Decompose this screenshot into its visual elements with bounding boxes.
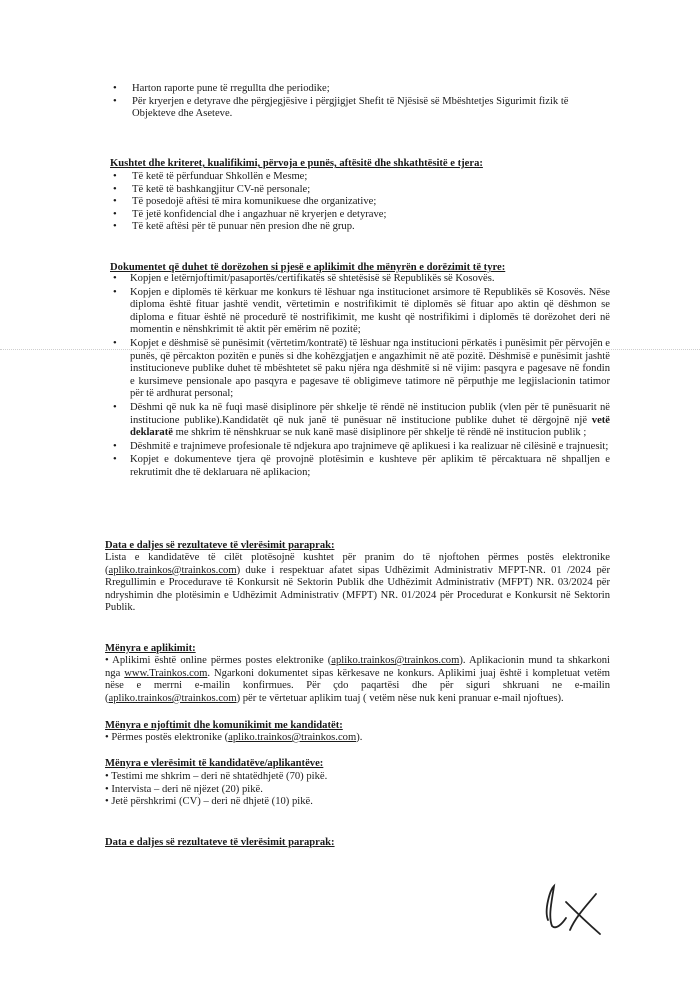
documents-heading: Dokumentet që duhet të dorëzohen si pjesë e aplikimit dhe mënyrën e dorëzimit të tyre: bbox=[110, 262, 506, 273]
notification-heading: Mënyra e njoftimit dhe komunikimit me kandidatët: bbox=[105, 720, 343, 731]
evaluation-line: • Intervista – deri në njëzet (20) pikë. bbox=[105, 783, 263, 795]
criteria-list bbox=[110, 171, 590, 234]
website-link[interactable]: www.Trainkos.com bbox=[124, 667, 208, 679]
notification-paragraph bbox=[105, 732, 610, 745]
application-paragraph bbox=[105, 655, 610, 705]
email-link[interactable]: apliko.trainkos@trainkos.com bbox=[108, 692, 237, 704]
documents-list bbox=[110, 273, 610, 481]
item-text: me shkrim të nënshkruar se nuk kanë masë disiplinore për shkelje të rëndë në institucion publik ; bbox=[172, 427, 587, 439]
evaluation-line: • Jetë përshkrimi (CV) – deri në dhjetë (10) pikë. bbox=[105, 796, 313, 808]
intro-bullet-list bbox=[110, 83, 610, 121]
list-item: • Për kryerjen e detyrave dhe përgjegjësive i përgjigjet Shefit të Njësisë së Mbështetjes Sigurimit fizik të Objekteve dhe Aseteve. bbox=[110, 96, 610, 121]
list-item: • Harton raporte pune të rregullta dhe periodike; bbox=[110, 83, 610, 96]
handwritten-signature bbox=[540, 880, 610, 940]
list-item: • Të ketë aftësi për të punuar nën presion dhe në grup. bbox=[110, 221, 590, 234]
list-item bbox=[110, 402, 610, 440]
item-text: Dëshmi që nuk ka në fuqi masë disiplinore për shkelje të rëndë në institucion publik (vlen për të punësuarit në institucione publike).Kandidatët që nuk janë të punësuar në institucione publike duhet të dërgojnë një bbox=[130, 401, 610, 426]
paragraph-text: • Përmes postës elektronike ( bbox=[105, 732, 229, 743]
paragraph-text: ). bbox=[356, 732, 363, 743]
list-item: • Dëshmitë e trajnimeve profesionale të ndjekura apo trajnimeve që aplikuesi i ka realizuar në cilësinë e trajnuesit; bbox=[110, 441, 610, 454]
list-item: • Të posedojë aftësi të mira komunikuese dhe organizative; bbox=[110, 196, 590, 209]
list-item: • Të ketë të bashkangjitur CV-në personale; bbox=[110, 184, 590, 197]
email-link[interactable]: apliko.trainkos@trainkos.com bbox=[108, 564, 237, 576]
list-item: • Kopjet e dëshmisë së punësimit (vërtetim/kontratë) të lëshuar nga institucioni përkatës i punësimit për përvojën e punës, që përcakton pozitën e punës si dhe kohëzgjatjen e angazhimit në atë pozitë. Dëshmisë e punësimit jashtë institucioneve publike duhet të mbështetet së paku njëra nga dëshmitë si në vijim: pasqyra e pagesave në fondin e kursimeve pensionale apo pasqyra e pagesave të obligimeve tatimore në përputhje me legjislacionin tatimor për të ardhurat personal; bbox=[110, 338, 610, 401]
paragraph-text: • Aplikimi është online përmes postes elektronike ( bbox=[105, 655, 332, 666]
self-declaration-emphasis: vetë deklaratë bbox=[130, 414, 610, 439]
list-item: • Kopjen e diplomës të kërkuar me konkurs të lëshuar nga institucionet arsimore të Republikës së Kosovës. Nëse diploma është fituar jashtë vendit, vërtetimin e nostrifikimit të diplomës së fituar apo aktin që dëshmon se diploma e fituar është në procedurë të nostrifikimit, me kusht që nostrifikimi i diplomës të dorëzohet deri në momentin e nënshkrimit të aktit për emërim në pozitë; bbox=[110, 287, 610, 337]
list-item: • Kopjen e letërnjoftimit/pasaportës/certifikatës së shtetësisë së Republikës së Kosovës. bbox=[110, 273, 610, 286]
application-heading: Mënyra e aplikimit: bbox=[105, 643, 196, 654]
paragraph-text: ). Aplikacionin mund ta shkarkoni nga bbox=[105, 655, 610, 679]
paragraph-text: ) për te vërtetuar aplikim tuaj ( vetëm nëse nuk keni pranuar e-mail njoftues). bbox=[236, 692, 564, 704]
email-link[interactable]: apliko.trainkos@trainkos.com bbox=[331, 655, 460, 666]
results-repeat-heading: Data e daljes së rezultateve të vlerësimit paraprak: bbox=[105, 837, 335, 848]
evaluation-line: • Testimi me shkrim – deri në shtatëdhjetë (70) pikë. bbox=[105, 771, 328, 782]
paragraph-text: Lista e kandidatëve të cilët plotësojnë kushtet për pranim do të njoftohen përmes postës elektronike ( bbox=[105, 552, 610, 576]
results-heading: Data e daljes së rezultateve të vlerësimit paraprak: bbox=[105, 540, 335, 551]
paragraph-text: . Ngarkoni dokumentet sipas kërkesave ne konkurs. Aplikimi juaj është i kompletuat vetëm nëse e merrni e-mailin konfirmues. Për çdo paqartësi dhe për siguri shkruani ne e-mailin ( bbox=[105, 667, 610, 704]
list-item: • Të ketë të përfunduar Shkollën e Mesme; bbox=[110, 171, 590, 184]
list-item: • Kopjet e dokumenteve tjera që provojnë plotësimin e kushteve për aplikim të përcaktuara në shpalljen e rekrutimit dhe të deklaruara në aplikacion; bbox=[110, 454, 610, 479]
criteria-heading: Kushtet dhe kriteret, kualifikimi, përvoja e punës, aftësitë dhe shkathtësitë e tjera: bbox=[110, 158, 483, 169]
list-item: • Të jetë konfidencial dhe i angazhuar në kryerjen e detyrave; bbox=[110, 209, 590, 222]
paragraph-text: ) duke i respektuar afatet sipas Udhëzimit Administrativ MFPT-NR. 01 /2024 për Rregullimin e Procedurave të Konkursit në Sektorin Publik dhe Udhëzimit Administrativ (MFPT) NR. 03/2024 për ndryshimin dhe plotësimin e Udhëzimit Administrativ (MFPT) NR. 01/2024 për Procedurat e Konkursit në Sektorin Publik. bbox=[105, 564, 610, 614]
evaluation-heading: Mënyra e vlerësimit të kandidatëve/aplikantëve: bbox=[105, 758, 324, 769]
evaluation-lines bbox=[105, 771, 610, 809]
email-link[interactable]: apliko.trainkos@trainkos.com bbox=[228, 732, 357, 743]
results-paragraph bbox=[105, 552, 610, 615]
